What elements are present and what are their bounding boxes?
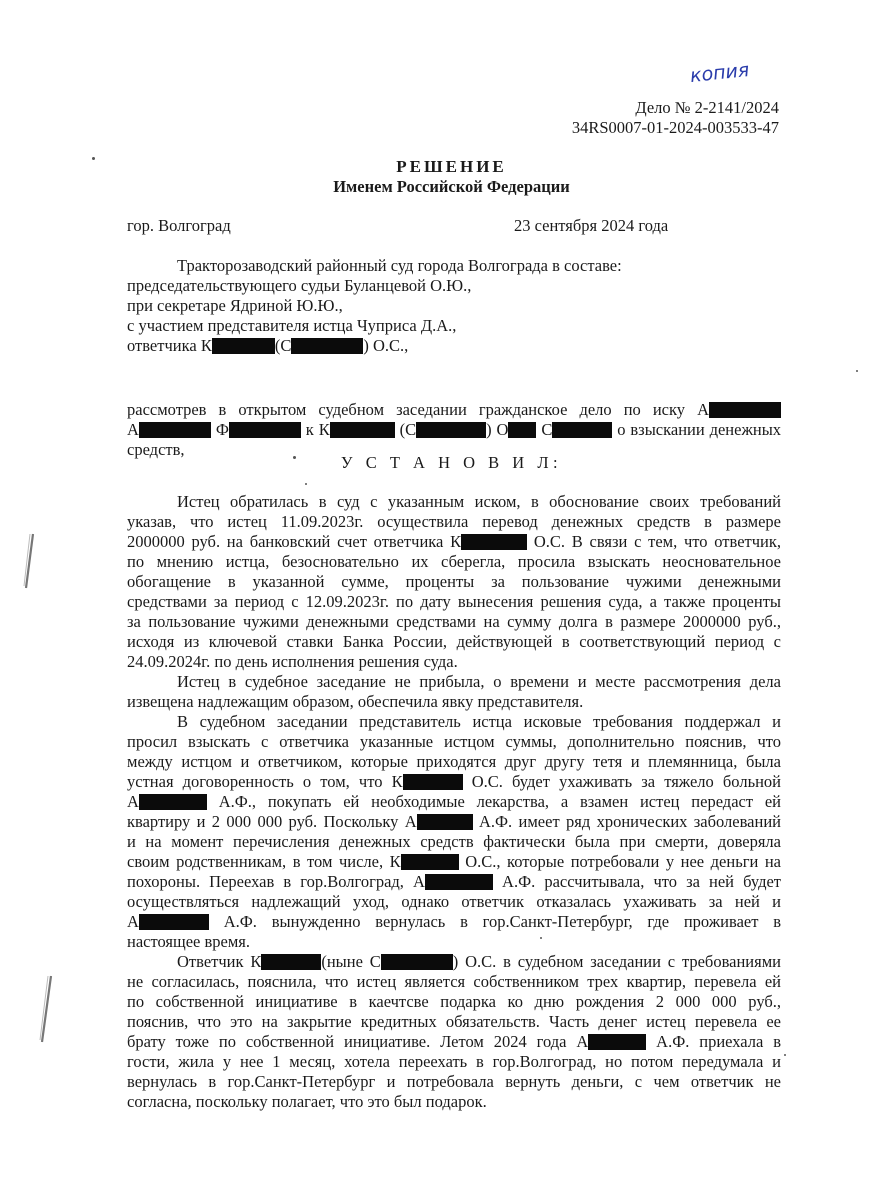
case-number: Дело № 2-2141/2024 <box>635 98 779 117</box>
document-title: РЕШЕНИЕ <box>396 157 507 176</box>
considering-line-1: рассмотрев в открытом судебном заседании гражданское дело по иску А <box>127 400 781 420</box>
redaction <box>139 422 211 438</box>
secretary: при секретаре Ядриной Ю.Ю., <box>127 296 343 315</box>
redaction <box>403 774 463 790</box>
paragraph-line: В судебном заседании представитель истца исковые требования поддержал и <box>177 712 781 731</box>
redaction <box>417 814 473 830</box>
scan-speck <box>856 370 858 372</box>
redaction <box>381 954 453 970</box>
paragraph-line: обогащение в указанной сумме, проценты за пользование чужими денежными <box>127 572 781 591</box>
redaction <box>139 794 207 810</box>
presiding-judge: председательствующего судьи Буланцевой О.Ю., <box>127 276 472 295</box>
paragraph-line: 24.09.2024г. по день исполнения решения суда. <box>127 652 458 671</box>
court-composition: Тракторозаводский районный суд города Волгограда в составе: <box>177 256 622 275</box>
paragraph-line: за пользование чужими денежными средствами на сумму долга в размере 2000000 руб., <box>127 612 781 631</box>
redaction <box>291 338 363 354</box>
redaction <box>709 402 781 418</box>
paragraph-line: пояснив, что это на закрытие кредитных обязательств. Часть денег истец перевела ее <box>127 1012 781 1031</box>
paragraph-line: и на момент перечисления денежных средств фактически была при смерти, доверяла <box>127 832 781 851</box>
paragraph-line: 2000000 руб. на банковский счет ответчика К О.С. В связи с тем, что ответчик, <box>127 532 781 551</box>
paragraph-line: просил взыскать с ответчика указанные истцом суммы, дополнительно пояснив, что <box>127 732 781 751</box>
paragraph-line: вернулась в гор.Санкт-Петербург и потребовала вернуть деньги, с чем ответчик не <box>127 1072 781 1091</box>
paragraph-line: согласна, поскольку полагает, что это был подарок. <box>127 1092 487 1111</box>
section-heading: У С Т А Н О В И Л: <box>340 453 563 472</box>
redaction <box>212 338 275 354</box>
paragraph-line: не согласилась, пояснила, что истец является собственником трех квартир, перевела ей <box>127 972 781 991</box>
redaction <box>508 422 536 438</box>
redaction <box>139 914 209 930</box>
staple-mark-bottom <box>38 974 54 1046</box>
paragraph-line: по собственной инициативе в каечтсве подарка ко дню рождения 2 000 000 руб., <box>127 992 781 1011</box>
considering-line-3: средств, <box>127 440 185 459</box>
redaction <box>588 1034 646 1050</box>
redaction <box>416 422 486 438</box>
paragraph-line: Истец в судебное заседание не прибыла, о времени и месте рассмотрения дела <box>177 672 781 691</box>
paragraph-line: исходя из ключевой ставки Банка России, действующей в соответствующий период с <box>127 632 781 651</box>
paragraph-line: похороны. Переехав в гор.Волгоград, А А.Ф. рассчитывала, что за ней будет <box>127 872 781 891</box>
defendant-line: ответчика К (С ) О.С., <box>127 336 409 355</box>
place: гор. Волгоград <box>127 216 231 235</box>
scan-speck <box>784 1054 786 1056</box>
redaction <box>552 422 612 438</box>
considering-line-2: А Ф к К (С ) О С о взыскании денежных <box>127 420 781 439</box>
paragraph-line: устная договоренность о том, что К О.С. будет ухаживать за тяжело больной <box>127 772 781 791</box>
staple-mark-top <box>22 532 36 592</box>
paragraph-line: брату тоже по собственной инициативе. Летом 2024 года А А.Ф. приехала в <box>127 1032 781 1051</box>
document-subtitle: Именем Российской Федерации <box>333 177 570 196</box>
paragraph-line: своим родственникам, в том числе, К О.С., которые потребовали у нее деньги на <box>127 852 781 871</box>
redaction <box>425 874 493 890</box>
paragraph-line: гости, жила у нее 1 месяц, хотела переехать в гор.Волгоград, но потом передумала и <box>127 1052 781 1071</box>
copy-stamp: копия <box>689 58 751 88</box>
paragraph-line: квартиру и 2 000 000 руб. Поскольку А А.Ф. имеет ряд хронических заболеваний <box>127 812 781 831</box>
paragraph-line: А А.Ф., покупать ей необходимые лекарства, а взамен истец передаст ей <box>127 792 781 811</box>
paragraph-line: указав, что истец 11.09.2023г. осуществила перевод денежных средств в размере <box>127 512 781 531</box>
case-uid: 34RS0007-01-2024-003533-47 <box>571 118 779 137</box>
paragraph-line: настоящее время. <box>127 932 250 951</box>
paragraph-line: между истцом и ответчиком, которые приходятся друг другу тетя и племянница, была <box>127 752 781 771</box>
paragraph-line: А А.Ф. вынужденно вернулась в гор.Санкт-Петербург, где проживает в <box>127 912 781 931</box>
redaction <box>229 422 301 438</box>
paragraph-line: Истец обратилась в суд с указанным иском, в обоснование своих требований <box>177 492 781 511</box>
representative: с участием представителя истца Чуприса Д.А., <box>127 316 457 335</box>
redaction <box>261 954 321 970</box>
scan-speck <box>305 483 307 485</box>
redaction <box>401 854 459 870</box>
paragraph-line: Ответчик К (ныне С ) О.С. в судебном заседании с требованиями <box>177 952 781 971</box>
redaction <box>461 534 527 550</box>
redaction <box>330 422 395 438</box>
paragraph-line: осуществляться надлежащий уход, однако ответчик отказалась ухаживать за ней и <box>127 892 781 911</box>
date: 23 сентября 2024 года <box>514 216 669 235</box>
paragraph-line: по мнению истца, безосновательно их сберегла, просила взыскать неосновательное <box>127 552 781 571</box>
paragraph-line: извещена надлежащим образом, обеспечила явку представителя. <box>127 692 584 711</box>
paragraph-line: средствами за период с 12.09.2023г. по дату вынесения решения суда, а также проценты <box>127 592 781 611</box>
